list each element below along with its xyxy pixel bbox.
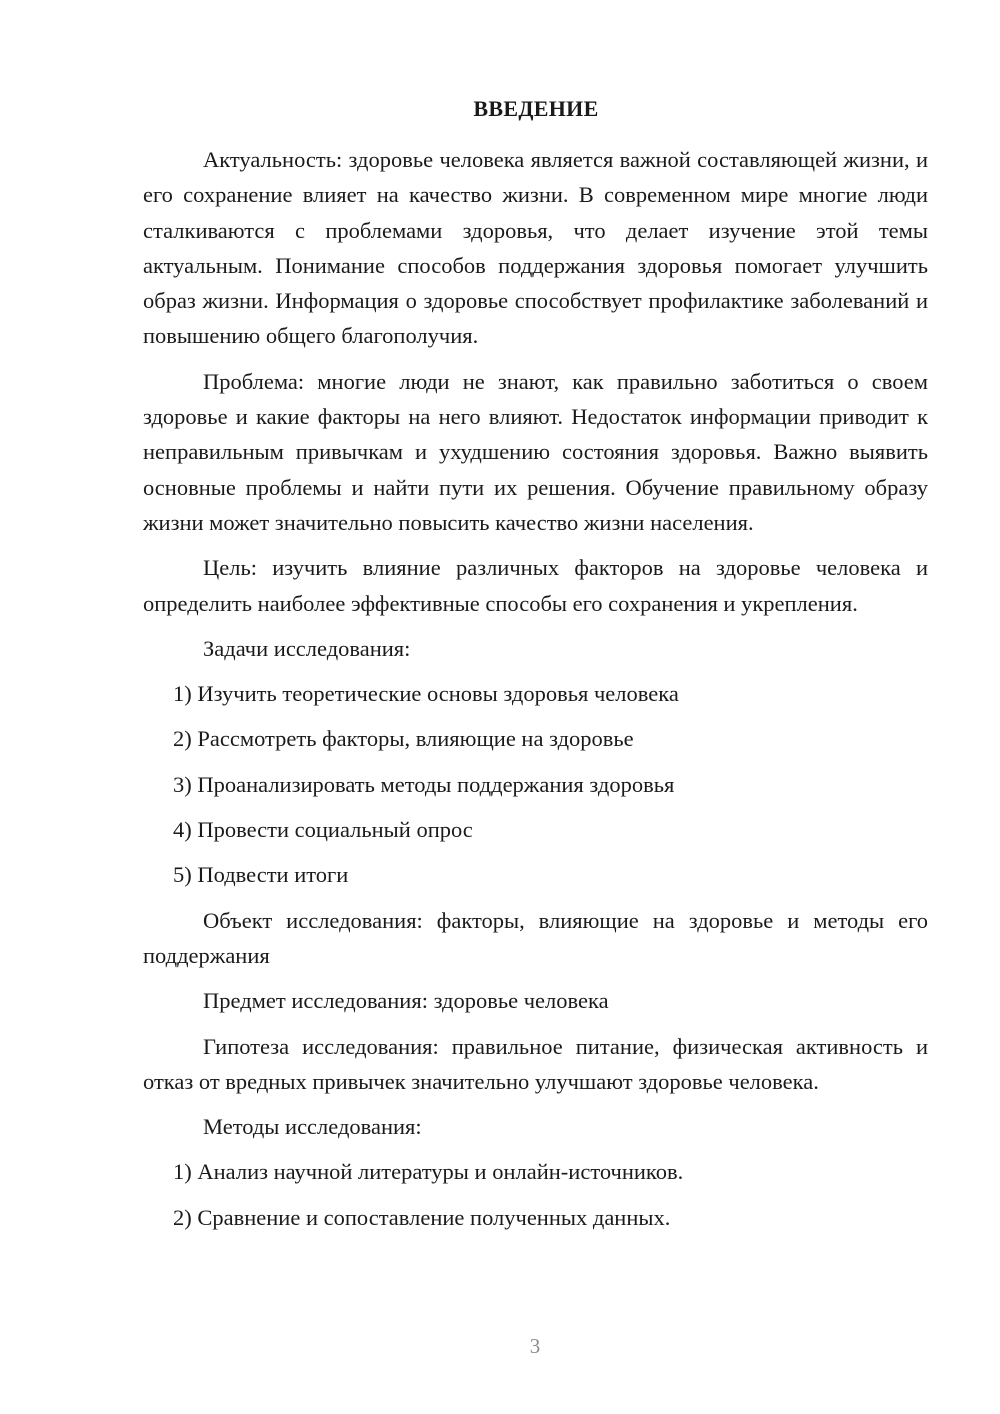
task-item: 4) Провести социальный опрос bbox=[173, 817, 473, 843]
object-paragraph: Объект исследования: факторы, влияющие на здоровье и методы его поддержания bbox=[143, 907, 928, 968]
task-item: 2) Рассмотреть факторы, влияющие на здоровье bbox=[173, 726, 634, 752]
section-heading: ВВЕДЕНИЕ bbox=[473, 96, 599, 121]
task-item: 5) Подвести итоги bbox=[173, 862, 349, 888]
document-body bbox=[143, 142, 928, 1245]
task-item: 1) Изучить теоретические основы здоровья человека bbox=[173, 681, 679, 707]
goal-paragraph: Цель: изучить влияние различных факторов на здоровье человека и определить наиболее эффективные способы его сохранения и укрепления. bbox=[143, 555, 928, 616]
methods-title: Методы исследования: bbox=[203, 1114, 422, 1140]
method-item: 1) Анализ научной литературы и онлайн-источников. bbox=[173, 1159, 684, 1185]
relevance-paragraph: Актуальность: здоровье человека является важной составляющей жизни, и его сохранение влияет на качество жизни. В современном мире многие люди сталкиваются с проблемами здоровья, что делает изучение этой темы актуальным. Понимание способов поддержания здоровья помогает улучшить образ жизни. Информация о здоровье способствует профилактике заболеваний и повышению общего благополучия. bbox=[143, 147, 928, 349]
problem-paragraph: Проблема: многие люди не знают, как правильно заботиться о своем здоровье и какие факторы на него влияют. Недостаток информации приводит к неправильным привычкам и ухудшению состояния здоровья. Важно выявить основные проблемы и найти пути их решения. Обучение правильному образу жизни может значительно повысить качество жизни населения. bbox=[143, 368, 928, 535]
tasks-title: Задачи исследования: bbox=[203, 635, 411, 661]
page-number: 3 bbox=[529, 1334, 541, 1358]
method-item: 2) Сравнение и сопоставление полученных данных. bbox=[173, 1204, 671, 1230]
task-item: 3) Проанализировать методы поддержания здоровья bbox=[173, 771, 675, 797]
hypothesis-paragraph: Гипотеза исследования: правильное питание, физическая активность и отказ от вредных привычек значительно улучшают здоровье человека. bbox=[143, 1033, 928, 1094]
subject-paragraph: Предмет исследования: здоровье человека bbox=[203, 988, 609, 1014]
